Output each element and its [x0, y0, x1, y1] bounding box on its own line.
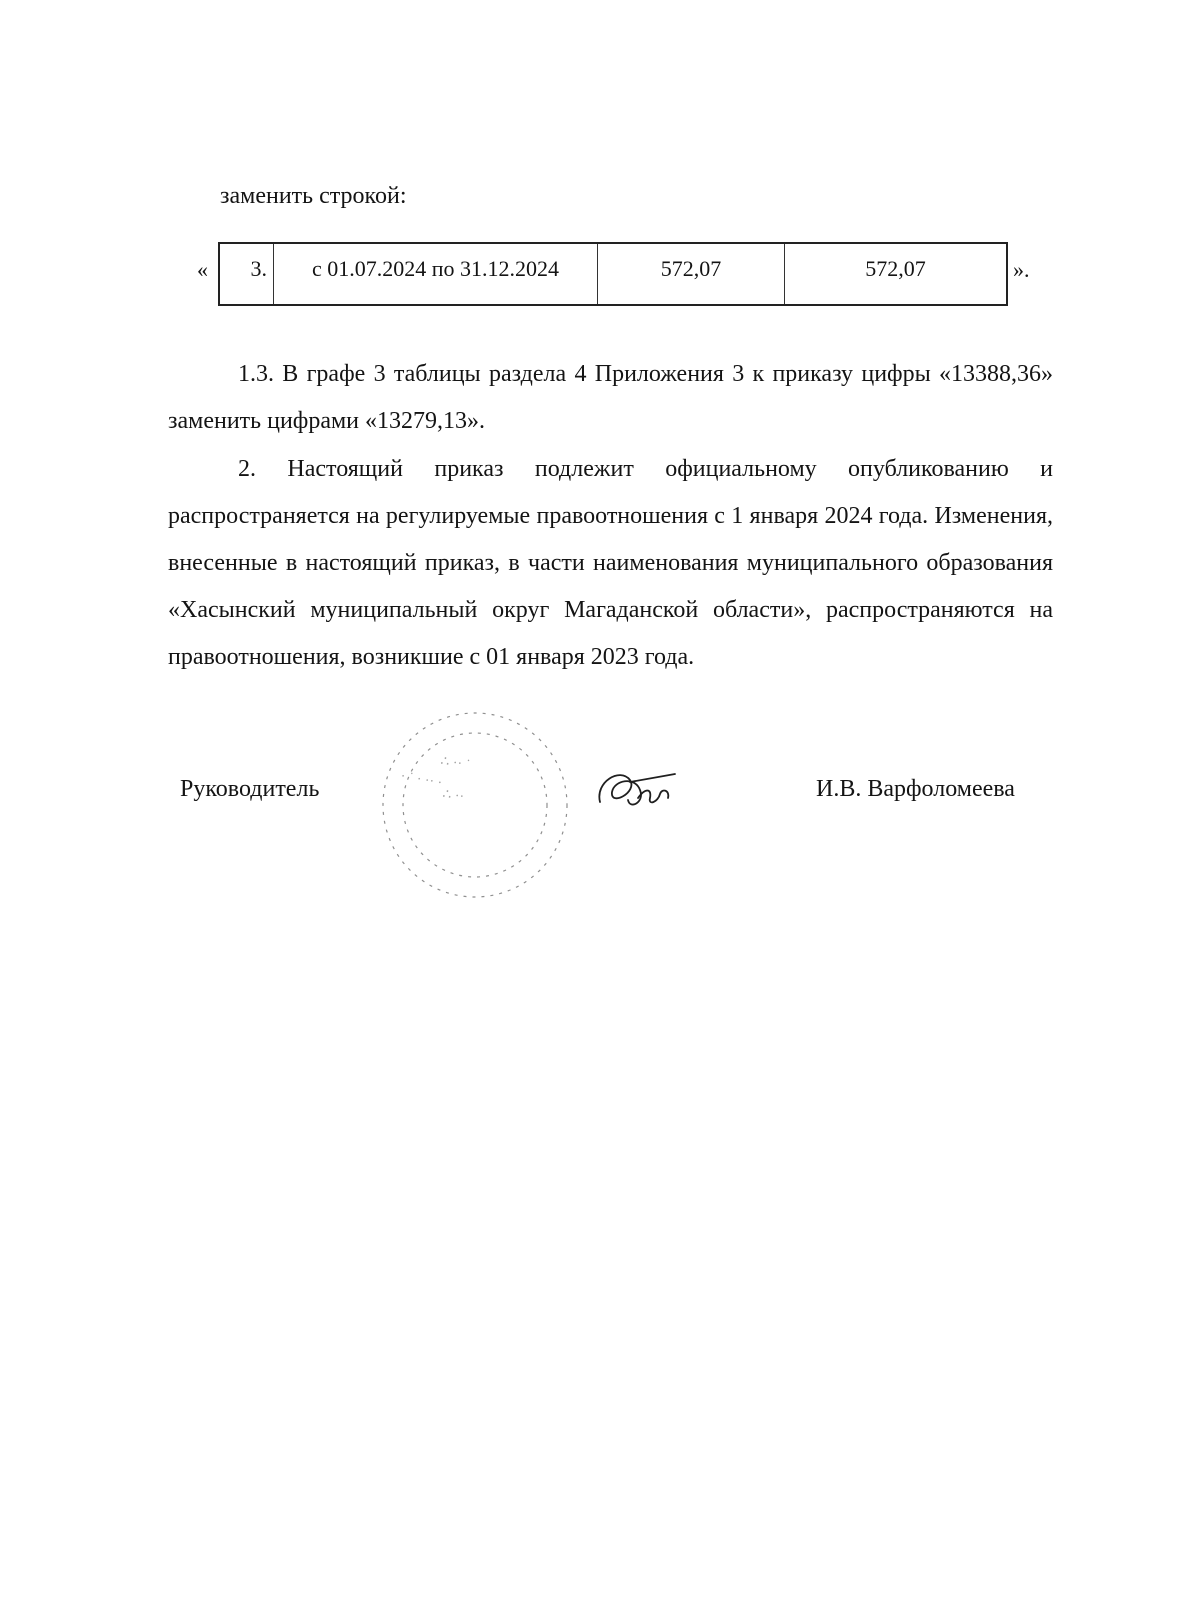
handwritten-signature: [590, 762, 680, 822]
paragraph-2: 2. Настоящий приказ подлежит официальному опубликованию и распространяется на регулируемые правоотношения с 1 января 2024 года. Изменения, внесенные в настоящий приказ, в части наименования муниципального образования «Хасынский муниципальный округ Магаданской области», распространяются на правоотношения, возникшие с 01 января 2023 года.: [168, 456, 1053, 670]
opening-quote: «: [197, 257, 208, 282]
svg-text:∴ ·· ˙: ∴ ·· ˙: [439, 754, 472, 774]
value-2-cell: 572,07: [865, 256, 926, 281]
period-cell: с 01.07.2024 по 31.12.2024: [274, 244, 598, 304]
svg-text:∴ ··: ∴ ··: [441, 787, 466, 805]
paragraph-1-3: 1.3. В графе 3 таблицы раздела 4 Приложения 3 к приказу цифры «13388,36» заменить цифрами «13279,13».: [168, 361, 1053, 434]
svg-text:· ˙ · ·· ·: · ˙ · ·· ·: [399, 769, 444, 792]
row-number-cell: 3.: [220, 244, 274, 304]
intro-text: заменить строкой:: [220, 183, 407, 209]
closing-quote: ».: [1013, 257, 1030, 282]
signatory-title: Руководитель: [180, 776, 320, 802]
replacement-row-table: [218, 242, 1008, 306]
value-1-cell: 572,07: [598, 244, 785, 304]
seal-stamp: [360, 700, 590, 910]
signatory-name: И.В. Варфоломеева: [816, 776, 1015, 802]
